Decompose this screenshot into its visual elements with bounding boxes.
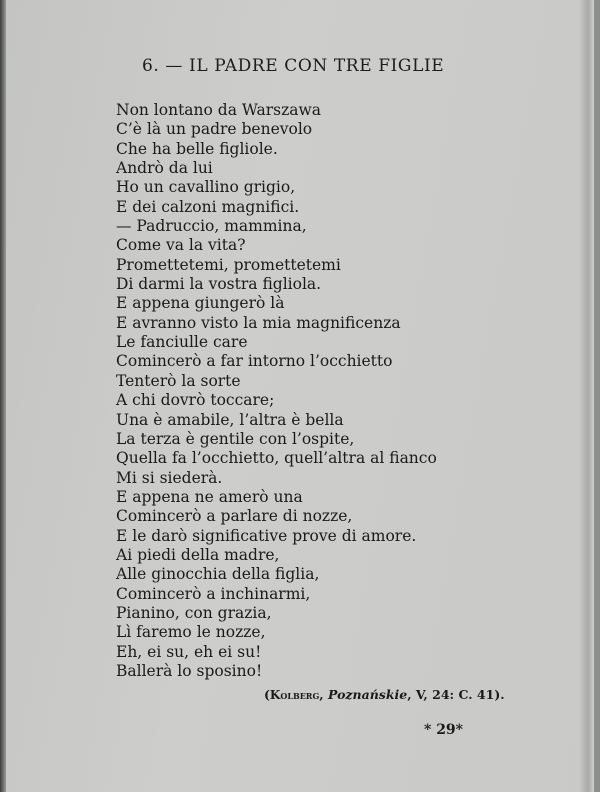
poem-line: La terza è gentile con l’ospite, bbox=[116, 429, 355, 448]
poem-body bbox=[116, 101, 437, 681]
page-edge bbox=[580, 0, 594, 792]
poem-line: Alle ginocchia della figlia, bbox=[116, 565, 320, 584]
page-number: * 29* bbox=[424, 722, 463, 738]
poem-line: C’è là un padre benevolo bbox=[116, 120, 313, 139]
citation-reference: , V, 24: C. 41). bbox=[407, 687, 505, 702]
poem-line: Che ha belle figliole. bbox=[116, 139, 278, 158]
poem-line: E dei calzoni magnifici. bbox=[116, 197, 300, 216]
poem-line: Eh, ei su, eh ei su! bbox=[116, 642, 262, 661]
poem-line: Ballerà lo sposino! bbox=[116, 661, 263, 680]
poem-line: Quella fa l’occhietto, quell’altra al fianco bbox=[116, 449, 437, 468]
source-citation bbox=[264, 687, 505, 702]
poem-line: Come va la vita? bbox=[116, 236, 246, 255]
poem-title: 6. — IL PADRE CON TRE FIGLIE bbox=[142, 56, 445, 76]
poem-line: Di darmi la vostra figliola. bbox=[116, 275, 322, 294]
citation-separator: , bbox=[319, 687, 329, 702]
poem-line: Comincerò a inchinarmi, bbox=[116, 584, 311, 603]
poem-line: Non lontano da Warszawa bbox=[116, 101, 321, 119]
poem-line: A chi dovrò toccare; bbox=[116, 391, 275, 410]
poem-line: E le darò significative prove di amore. bbox=[116, 526, 417, 545]
citation-open: ( bbox=[264, 687, 270, 702]
poem-line: Comincerò a parlare di nozze, bbox=[116, 507, 353, 526]
poem-line: E avranno visto la mia magnificenza bbox=[116, 313, 401, 332]
citation-author: Kolberg bbox=[269, 688, 320, 702]
poem-line: E appena ne amerò una bbox=[116, 487, 303, 506]
poem-line: Le fanciulle care bbox=[116, 333, 248, 352]
poem-line: Una è amabile, l’altra è bella bbox=[116, 410, 344, 429]
poem-line: E appena giungerò là bbox=[116, 294, 285, 313]
citation-work: Poznańskie bbox=[328, 687, 408, 702]
poem-line: Tenterò la sorte bbox=[116, 371, 241, 390]
poem-line: Promettetemi, promettetemi bbox=[116, 255, 341, 274]
poem-line: Ai piedi della madre, bbox=[116, 545, 280, 564]
poem-line: Pianino, con grazia, bbox=[116, 603, 272, 622]
poem-line: — Padruccio, mammina, bbox=[116, 217, 307, 236]
poem-line: Lì faremo le nozze, bbox=[116, 623, 266, 642]
poem-line: Andrò da lui bbox=[116, 159, 213, 178]
poem-line: Mi si siederà. bbox=[116, 468, 223, 487]
poem-line: Comincerò a far intorno l’occhietto bbox=[116, 352, 393, 371]
poem-line: Ho un cavallino grigio, bbox=[116, 178, 296, 197]
book-page bbox=[6, 0, 594, 792]
